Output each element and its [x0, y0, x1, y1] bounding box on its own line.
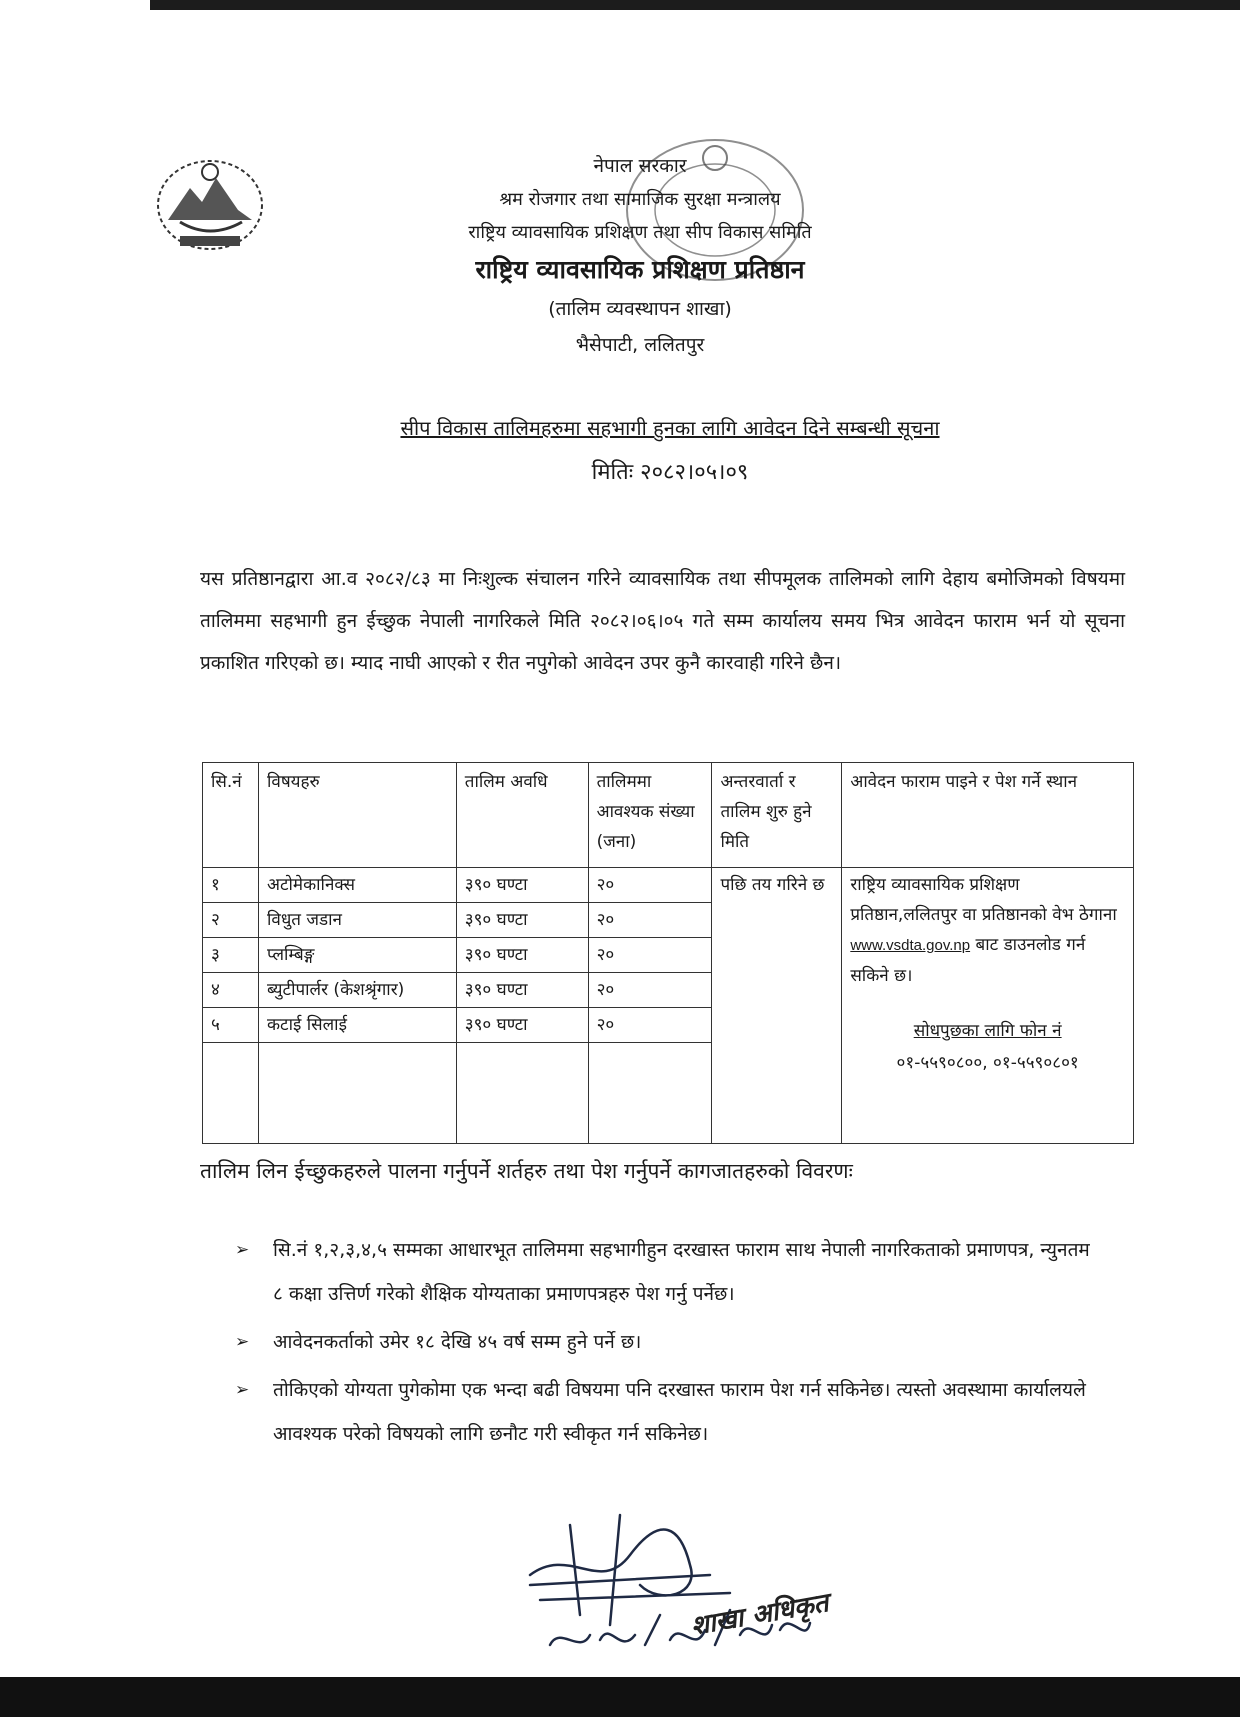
table-header-row — [203, 763, 1134, 868]
enquiry-label: सोधपुछका लागि फोन नं — [913, 1021, 1062, 1041]
website-link[interactable]: www.vsdta.gov.np — [850, 937, 971, 954]
letterhead — [380, 150, 900, 363]
signature-scribble — [510, 1505, 850, 1665]
header-interview: अन्तरवार्ता र तालिम शुरु हुने मिति — [712, 763, 842, 868]
arrow-bullet-icon: ➢ — [235, 1332, 250, 1352]
condition-text: आवेदनकर्ताको उमेर १८ देखि ४५ वर्ष सम्म हुने पर्ने छ। — [273, 1331, 642, 1353]
cell-interview-date: पछि तय गरिने छ — [712, 868, 842, 1144]
arrow-bullet-icon: ➢ — [235, 1380, 250, 1400]
ministry-name: श्रम रोजगार तथा सामाजिक सुरक्षा मन्त्रालय — [499, 189, 781, 210]
list-item — [235, 1228, 1095, 1316]
enquiry-block — [850, 1015, 1125, 1079]
place-text: राष्ट्रिय व्यावसायिक प्रशिक्षण प्रतिष्ठान,ललितपुर वा प्रतिष्ठानको वेभ ठेगाना — [850, 875, 1117, 925]
header-sn: सि.नं — [203, 763, 259, 868]
list-item — [235, 1320, 1095, 1364]
notice-title: सीप विकास तालिमहरुमा सहभागी हुनका लागि आवेदन दिने सम्बन्धी सूचना — [400, 416, 940, 440]
cell-count: २० — [588, 903, 712, 938]
list-item — [235, 1368, 1095, 1456]
condition-text: सि.नं १,२,३,४,५ सम्मका आधारभूत तालिममा सहभागीहुन दरखास्त फाराम साथ नेपाली नागरिकताको प्रमाणपत्र, न्युनतम ८ कक्षा उत्तिर्ण गरेको शैक्षिक योग्यताका प्रमाणपत्रहरु पेश गर्नु पर्नेछ। — [273, 1239, 1090, 1305]
cell-duration: ३९० घण्टा — [456, 868, 588, 903]
cell-sn: ५ — [203, 1008, 259, 1043]
arrow-bullet-icon: ➢ — [235, 1240, 250, 1260]
place-text-after: बाट डाउनलोड गर्न सकिने छ। — [850, 935, 1086, 986]
scan-bottom-edge — [0, 1677, 1240, 1717]
cell-count: २० — [588, 938, 712, 973]
cell-application-place — [842, 868, 1134, 1144]
nepal-emblem-icon — [150, 150, 270, 260]
committee-name: राष्ट्रिय व्यावसायिक प्रशिक्षण तथा सीप विकास समिति — [468, 222, 812, 243]
conditions-title: तालिम लिन ईच्छुकहरुले पालना गर्नुपर्ने शर्तहरु तथा पेश गर्नुपर्ने कागजातहरुको विवरणः — [200, 1159, 853, 1183]
cell-duration: ३९० घण्टा — [456, 903, 588, 938]
cell-count: २० — [588, 868, 712, 903]
cell-count: २० — [588, 1008, 712, 1043]
cell-subject: प्लम्बिङ्ग — [258, 938, 456, 973]
header-subject: विषयहरु — [258, 763, 456, 868]
table-row — [203, 868, 1134, 903]
cell-subject: अटोमेकानिक्स — [258, 868, 456, 903]
govt-name: नेपाल सरकार — [593, 155, 687, 177]
cell-duration: ३९० घण्टा — [456, 938, 588, 973]
cell-subject: कटाई सिलाई — [258, 1008, 456, 1043]
notice-date: मितिः २०८२।०५।०९ — [591, 460, 749, 485]
cell-duration: ३९० घण्टा — [456, 973, 588, 1008]
cell-count: २० — [588, 973, 712, 1008]
scan-top-edge — [150, 0, 1240, 10]
header-place: आवेदन फाराम पाइने र पेश गर्ने स्थान — [842, 763, 1134, 868]
notice-body: यस प्रतिष्ठानद्वारा आ.व २०८२/८३ मा निःशुल्क संचालन गरिने व्यावसायिक तथा सीपमूलक तालिमको लागि देहाय बमोजिमको विषयमा तालिममा सहभागी हुन ईच्छुक नेपाली नागरिकले मिति २०८२।०६।०५ गते सम्म कार्यालय समय भित्र आवेदन फाराम भर्न यो सूचना प्रकाशित गरिएको छ। म्याद नाघी आएको र रीत नपुगेको आवेदन उपर कुनै कारवाही गरिने छैन। — [200, 568, 1125, 674]
signatory-title: शाखा अधिकृत — [688, 1588, 831, 1642]
cell-duration: ३९० घण्टा — [456, 1008, 588, 1043]
conditions-list — [235, 1228, 1095, 1460]
cell-sn: १ — [203, 868, 259, 903]
cell-subject: ब्युटीपार्लर (केशश्रृंगार) — [258, 973, 456, 1008]
cell-subject: विधुत जडान — [258, 903, 456, 938]
institute-name: राष्ट्रिय व्यावसायिक प्रशिक्षण प्रतिष्ठान — [475, 255, 805, 284]
cell-sn: ४ — [203, 973, 259, 1008]
condition-text: तोकिएको योग्यता पुगेकोमा एक भन्दा बढी विषयमा पनि दरखास्त फाराम पेश गर्न सकिनेछ। त्यस्तो अवस्थामा कार्यालयले आवश्यक परेको विषयको लागि छनौट गरी स्वीकृत गर्न सकिनेछ। — [273, 1379, 1086, 1445]
training-table — [202, 762, 1134, 1144]
header-duration: तालिम अवधि — [456, 763, 588, 868]
cell-sn: ३ — [203, 938, 259, 973]
branch-name: (तालिम व्यवस्थापन शाखा) — [548, 298, 732, 320]
office-address: भैसेपाटी, ललितपुर — [575, 334, 705, 356]
enquiry-phones: ०१-५५९०८००, ०१-५५९०८०१ — [896, 1053, 1079, 1073]
header-count: तालिममा आवश्यक संख्या (जना) — [588, 763, 712, 868]
cell-sn: २ — [203, 903, 259, 938]
